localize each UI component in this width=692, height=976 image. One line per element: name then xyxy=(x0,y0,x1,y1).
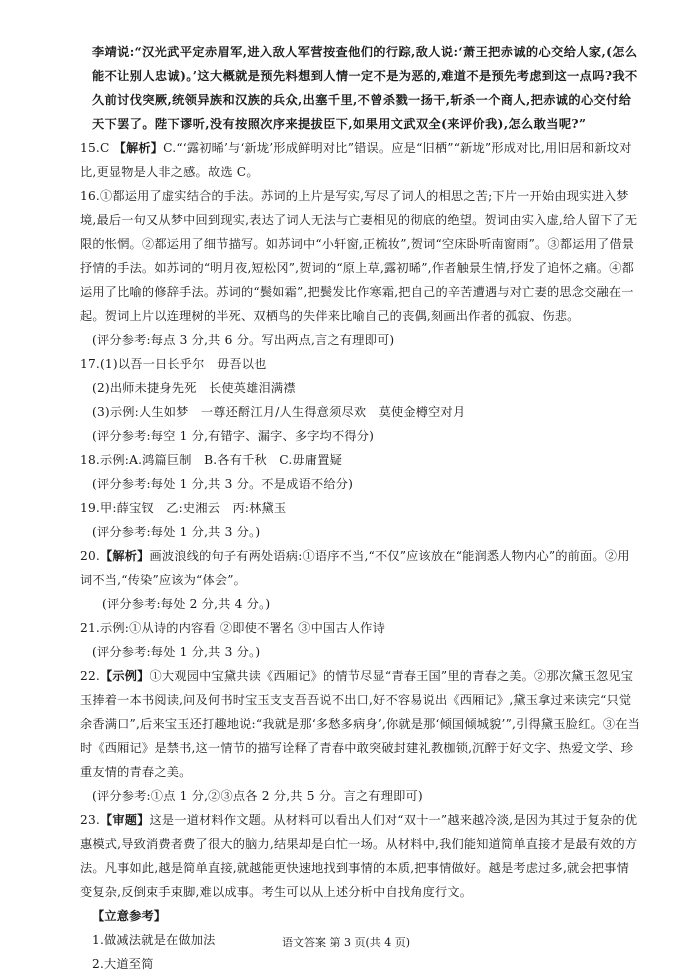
answer-20 xyxy=(80,544,640,592)
answer-23-idea-2: 2.大道至简 xyxy=(92,957,154,971)
answer-23-idea-1: 1.做减法就是在做加法 xyxy=(92,933,216,947)
answer-16: 16.①都运用了虚实结合的手法。苏词的上片是写实,写尽了词人的相思之苦;下片一开始由现实进入梦境,最后一句又从梦中回到现实,表达了词人无法与亡妻相见的彻底的绝望。贺词由实入虚,给人留下了无限的怅惘。②都运用了细节描写。如苏词中“小轩窗,正梳妆”,贺词“空床卧听南窗雨”。③都运用了借景抒情的手法。如苏词的“明月夜,短松冈”,贺词的“原上草,露初晞”,作者触景生情,抒发了追怀之痛。④都运用了比喻的修辞手法。苏词的“鬓如霜”,把鬓发比作寒霜,把自己的辛苦遭遇与对亡妻的思念交融在一起。贺词上片以连理树的半死、双栖鸟的失伴来比喻自己的丧偶,刻画出作者的孤寂、伤悲。 xyxy=(80,189,638,323)
answer-23-number: 23. xyxy=(80,813,100,827)
answer-21: 21.示例:①从诗的内容看 ②即使不署名 ③中国古人作诗 xyxy=(80,621,385,635)
answer-22-tag: 【示例】 xyxy=(99,669,150,683)
answer-20-score: (评分参考:每处 2 分,共 4 分。) xyxy=(102,597,271,611)
answer-16-score: (评分参考:每点 3 分,共 6 分。写出两点,言之有理即可) xyxy=(92,333,395,347)
answer-19: 19.甲:薛宝钗 乙:史湘云 丙:林黛玉 xyxy=(80,501,287,515)
answer-20-text: 画波浪线的句子有两处语病:①语序不当,“不仅”应该放在“能润悉人物内心”的前面。②用词不当,“传染”应该为“体会”。 xyxy=(80,549,630,587)
answer-17-line-3: (3)示例:人生如梦 一尊还酹江月/人生得意须尽欢 莫使金樽空对月 xyxy=(92,405,466,419)
translation-quote: 李靖说:“汉光武平定赤眉军,进入敌人军营按查他们的行踪,敌人说:‘萧王把赤诚的心交给人家,(怎么能不让别人忠诚)。’这大概就是预先料想到人情一定不是为恶的,难道不是预先考虑到这一点吗?我不久前讨伐突厥,统领异族和汉族的兵众,出塞千里,不曾杀戮一扬干,斩杀一个商人,把赤诚的心交付给天下罢了。陛下谬听,没有按照次序来提拔臣下,如果用文武双全(来评价我),怎么敢当呢?” xyxy=(92,45,638,131)
answer-18-score: (评分参考:每处 1 分,共 3 分。不是成语不给分) xyxy=(92,477,354,491)
answer-23-tag: 【审题】 xyxy=(99,813,150,827)
answer-22-score: (评分参考:①点 1 分,②③点各 2 分,共 5 分。言之有理即可) xyxy=(92,789,423,803)
answer-20-tag: 【解析】 xyxy=(99,549,150,563)
answer-23-text: 这是一道材料作文题。从材料可以看出人们对“双十一”越来越冷淡,是因为其过于复杂的优惠模式,导致消费者费了很大的脑力,结果却是白忙一场。从材料中,我们能知道简单直接才是最有效的方法。凡事如此,越是简单直接,就越能更快速地找到事情的本质,把事情做好。越是考虑过多,就会把事情变复杂,反倒束手束脚,难以成事。考生可以从上述分析中自找角度行文。 xyxy=(80,813,638,899)
answer-17-line-1: 17.(1)以吾一日长乎尔 毋吾以也 xyxy=(80,357,267,371)
answer-22-text: ①大观园中宝黛共读《西厢记》的情节尽显“青春王国”里的青春之美。②那次黛玉忽见宝玉捧着一本书阅读,问及何书时宝玉支支吾吾说不出口,好不容易说出《西厢记》,黛玉拿过来读完“只觉余香满口”,后来宝玉还打趣地说:“我就是那‘多愁多病身’,你就是那‘倾国倾城貌’”,引得黛玉脸红。③在当时《西厢记》是禁书,这一情节的描写诠释了青春中敢突破封建礼教枷锁,沉醉于好文字、热爱文学、珍重友情的青春之美。 xyxy=(80,669,641,779)
answer-18: 18.示例:A.鸿篇巨制 B.各有千秋 C.毋庸置疑 xyxy=(80,453,342,467)
answer-19-score: (评分参考:每处 1 分,共 3 分。) xyxy=(92,525,261,539)
answer-15-number: 15.C xyxy=(80,141,110,155)
answer-20-number: 20. xyxy=(80,549,100,563)
answer-22 xyxy=(80,664,640,784)
answer-22-number: 22. xyxy=(80,669,100,683)
answer-23 xyxy=(80,808,640,904)
page-footer: 语文答案 第 3 页(共 4 页) xyxy=(281,936,411,949)
answer-17-score: (评分参考:每空 1 分,有错字、漏字、多字均不得分) xyxy=(92,429,375,443)
answer-21-score: (评分参考:每处 1 分,共 3 分。) xyxy=(92,645,261,659)
answer-23-reference-title: 【立意参考】 xyxy=(92,909,167,923)
answer-15-tag: 【解析】 xyxy=(113,141,164,155)
answer-15 xyxy=(80,136,640,184)
answer-17-line-2: (2)出师未捷身先死 长使英雄泪满襟 xyxy=(92,381,296,395)
answer-15-text: C.“‘露初晞’与‘新垅’形成鲜明对比”错误。应是“旧栖”“新垅”形成对比,用旧居和新坟对比,更显物是人非之感。故选 C。 xyxy=(80,141,632,179)
